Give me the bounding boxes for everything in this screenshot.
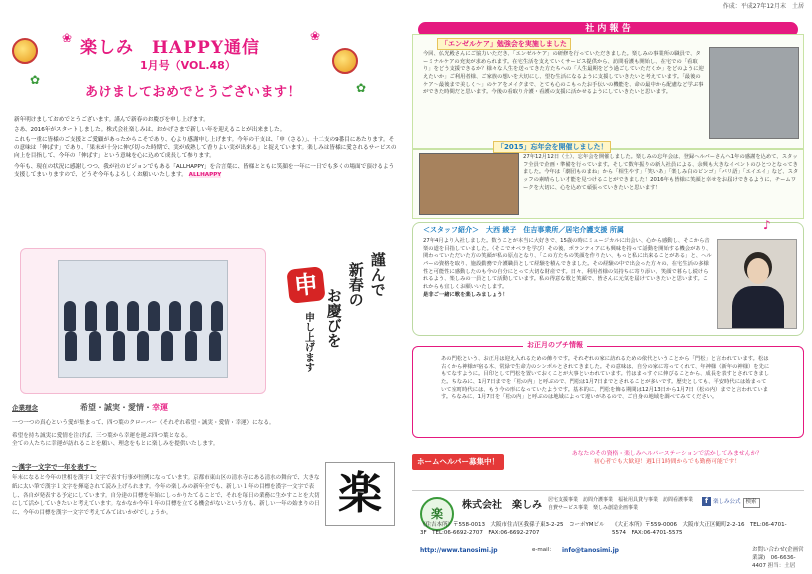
- calligraphy-col: 謹んで: [368, 252, 387, 297]
- kanji-text: 年末になると今年の世相を漢字１文字で表す行事が恒例になっています。京都市東山区の清水寺にある清水の舞台で、大きな紙に太い筆で漢字１文字を揮毫されて読み上げられます。今年の楽しみの新年全でも、新しい１年の目標を漢字一文字で表し、各自が発表する予定にしています。自分達の目標を年始にしっかりたてることで、それを毎日の業務に生かすことを大切にして活かしていきたいと考えています。なかなか今年１年の目標を立てる機会がないという方も、新しい一年の始まりの日に、今年の目標を漢字一文字で考えてみてはいかがでしょうか。: [12, 475, 320, 517]
- seminar-photo: [709, 47, 799, 139]
- search-button[interactable]: 検索: [743, 498, 760, 508]
- pine-icon: ✿: [356, 81, 367, 95]
- flower-icon: ❀: [310, 29, 321, 43]
- tips-text: あの門松という、お正月は迎え入れるための飾りです。それぞれの家に訪れるための依代ということから「門松」と言われています。松は古くから神様が宿る木、常緑で生命力のシンボルとされてきました。その意味は、自分の家に寄ってくれて、年神様（新年の神様）を先にもてなすように。目印として門松を置いておくことが大事といわれています。竹はまっすぐに伸びることから、成長を表すとされてきました。ちなみに、1月7日までを「松の内」と呼ぶので、門松は1月7日までとされることが多いです。歴史としても、平安時代には始まっていて室町時代には、もう今の形になっていたようです。基本的に、門松を飾る期間は12月13日から1月7日（松の内）までと言われています。ちなみに、1月7日を「松の内」と呼ぶのは地域によって違いがあるので、ご自身の地域を調べてみてください。: [441, 356, 770, 401]
- philosophy-line: 希望を持ち誠実に愛情を注げば、三つ葉から幸運を運ぶ四つ葉となる。: [12, 432, 192, 439]
- facebook-link[interactable]: [702, 497, 760, 508]
- sumiyoshi-address: 《住吉本所》〒558-0013 大阪市住吉区我孫子東3-2-25 コーポYMビル3F TEL:06-6692-2707 FAX:06-6692-2707: [420, 522, 605, 537]
- calligraphy-col: 新春の: [346, 262, 365, 307]
- raku-char: 楽: [338, 468, 382, 519]
- philosophy-line: 全ての人たちに幸運が訪れることを願い、理念をもとに楽しみを提供いたします。: [12, 440, 219, 447]
- service-list: 居宅支援事業 訪問介護事業 福祉用具貸与事業 訪問看護事業 自費サービス事業 楽しみ創造企画事業: [548, 497, 699, 511]
- philosophy-text: [12, 419, 400, 447]
- staff-intro-title: ＜スタッフ紹介＞ 大西 綾子 住吉事業所／居宅介護支援 所属: [423, 226, 624, 234]
- staff-intro-tail: 是非ご一緒に歌を楽しみましょう！: [423, 291, 508, 298]
- philosophy-line: 一つ一つの真心という愛が集まって、四つ葉のクローバー（それぞれ希望・誠実・愛情・幸運）になる。: [12, 420, 275, 427]
- philosophy-words: [80, 402, 168, 414]
- new-year-greeting: あけましておめでとうございます！: [85, 85, 302, 100]
- tips-title: お正月のプチ情報: [523, 340, 587, 350]
- recruit-text: [532, 450, 802, 467]
- party-text: 27年12月12日（土）、忘年会を開催しました。楽しみの忘年会は、登録ヘルパーさんへ1年の感謝を込めて、スタッフ全員で企画・準備を行っています。そして数年振りの新人社員による、余興も大きなイベントのひとつとなってきました。今年は「劇団ものまね」から「相生やす」「笑いあ」「楽しみ白のビンゴ」「バリ語」「エイエイ」など、スタッフの素晴らしい才能を見つけることができました！2016年も皆様に笑顔と幸せをお届けできるように、チームワークを大切に、心を込めて頑張っていきたいと思います！: [523, 154, 799, 191]
- year-end-party-section: [412, 143, 804, 219]
- website-link[interactable]: http://www.tanosimi.jp: [420, 547, 498, 554]
- angel-care-text: 今回、仏光殿さんにご協力いただき、「エンゼルケア」の研修を行っていただきました。楽しみの事業所の職員で、ターミナルケアの充実が求められます。在宅生活を支えていくサービス提供から、訪問看護も開始し、在宅での「看取り」をどう支援できるか？様々な人生を送ってきた方たちへの「人生最期をどう過ごしていただくか」をどのように迎えたいか」ご利用者様、ご家族の想いを大切にし、望む生活になるように支援していきたいと考えています。「最後のケア〜最後まで美しく〜」のケアをメイクまで、とても心のこもったお手伝いの機能を、命の最中から配慮など学ぶ事ができた時間だと思います。今後の看取り介護・看護の支援に活かせるようにしていきたいと思います。: [423, 51, 704, 96]
- new-year-ornament-icon: [332, 48, 358, 74]
- email-link[interactable]: info@tanosimi.jp: [562, 547, 619, 554]
- new-year-tips-section: [412, 341, 804, 438]
- email-label: e-mail：: [532, 547, 555, 553]
- recruit-section: [412, 448, 804, 488]
- internal-report-header: 社 内 報 告: [418, 22, 798, 37]
- calligraphy-col: お慶びを: [324, 288, 343, 348]
- flower-icon: ❀: [62, 31, 73, 45]
- angel-care-title: 「エンゼルケア」勉強会を実施しました: [437, 38, 571, 50]
- recruit-banner: ホームヘルパー募集中！: [412, 454, 504, 470]
- contact-info: お問い合わせ(企画営業課) 06-6636-4407 担当：土居: [752, 547, 804, 569]
- party-title: 「2015」忘年会を開催しました！: [493, 141, 611, 153]
- pine-icon: ✿: [30, 73, 41, 87]
- raku-kanji: [325, 462, 395, 526]
- intro-paragraph: これも一重に皆様のご支援とご愛顧があったからこそであり、心より感謝申し上げます。今年の干支は、「申（さる）」、十二支の9番目にあたります。その意味は「伸ばす」であり、「果末が十分に伸び切った時期で、実が成熟して香りよい実が出来る」と捉えています。楽しみは皆様に愛されるサービスの向上を目指して、今年の「伸ばす」という意味を心に込めて成長して参ります。: [14, 137, 397, 160]
- calligraphy-col: 申し上げます: [302, 312, 314, 372]
- intro-paragraph: 新年明けましておめでとうございます。謹んで新春のお慶びを申し上げます。: [14, 117, 209, 123]
- new-year-ornament-icon: [12, 38, 38, 64]
- issue-number: 1月号（VOL.48）: [140, 59, 236, 72]
- creation-date: 作成：平成27年12月末 土居: [722, 3, 804, 10]
- staff-intro-text: [423, 238, 713, 299]
- party-photo: [419, 153, 519, 215]
- staff-group-photo: [58, 260, 228, 378]
- new-year-calligraphy: [270, 248, 400, 394]
- facebook-icon: f: [702, 497, 711, 506]
- music-note-icon: ♪: [763, 218, 771, 232]
- staff-intro-section: [412, 218, 804, 336]
- philosophy-luck: 幸運: [152, 403, 168, 412]
- company-footer: [412, 490, 804, 570]
- angel-care-section: [412, 34, 804, 149]
- monkey-seal: [286, 266, 325, 304]
- intro-paragraph: [14, 163, 399, 179]
- seal-char: 申: [292, 269, 320, 301]
- intro-paragraph: さあ、2016年がスタートしました。株式会社楽しみは、おかげさまで新しい年を迎えることが出来ました。: [14, 127, 286, 134]
- taisho-address: 《大正本所》〒559-0006 大阪市大正区鶴町2-2-16 TEL:06-4701-5574 FAX:06-4701-5575: [612, 522, 787, 537]
- intro-paragraph-text: 今年も、現在の状況に感謝しつつ、我が社のビジョンでもある「ALLHAPPY」を合言葉に、皆様とともに笑顔を一年に一日でも多くの場面で頂けるよう支援してまいりますので、どうぞ今年もよろしくお願いいたします。: [14, 163, 395, 178]
- logo-char: 楽: [430, 507, 443, 521]
- recruit-line: 初心者でも大歓迎！週1日1時間からでも勤務可能です！: [593, 459, 741, 466]
- allhappy-highlight: ALLHAPPY: [188, 171, 222, 178]
- newsletter-title: 楽しみ HAPPY通信: [80, 38, 260, 58]
- philosophy-label: 企業理念: [12, 404, 38, 412]
- philosophy-words-text: 希望・誠実・愛情・: [80, 403, 152, 412]
- kanji-heading: 〜漢字一文字で一年を表す〜: [12, 463, 97, 471]
- recruit-line: あなたのその資格・楽しみヘルパーステーションで活かしてみませんか？: [571, 451, 763, 457]
- staff-intro-body: 27年4月より入社しました。数うことが本当に大好きで、15歳の時にミュージカルに出会い、心から感動し、そこから音楽の道を目指していました。（そこでオペラを学び）その後、ポランティアにも興味を持って話動を開始する機会があり、関わっていただいた方の笑顔が私の原点となり、「この方たちの笑顔を作りたい、もっと私に出来ることがある」と、ヘルパーの資格を取り、施設勤務で介護職員として経験を積んできました。その経験の中で出会った方々の、在宅生活の多様性と可能性に感動したのも今の自分にとって大切な財産です。日々、利用者様の気持ちに寄り添い、笑顔で暮らし続けられるよう、楽しみの一員として活動しています。私の得意な歌と笑顔で、皆さんに元気を届けていきたいと思います。これからも宜しくお願いいたします。: [423, 238, 712, 291]
- facebook-text: 楽しみ公式: [713, 499, 741, 505]
- corporate-philosophy: [12, 404, 400, 448]
- intro-text: [14, 116, 399, 181]
- company-name: 株式会社 楽しみ: [462, 500, 542, 511]
- staff-portrait: [717, 239, 797, 329]
